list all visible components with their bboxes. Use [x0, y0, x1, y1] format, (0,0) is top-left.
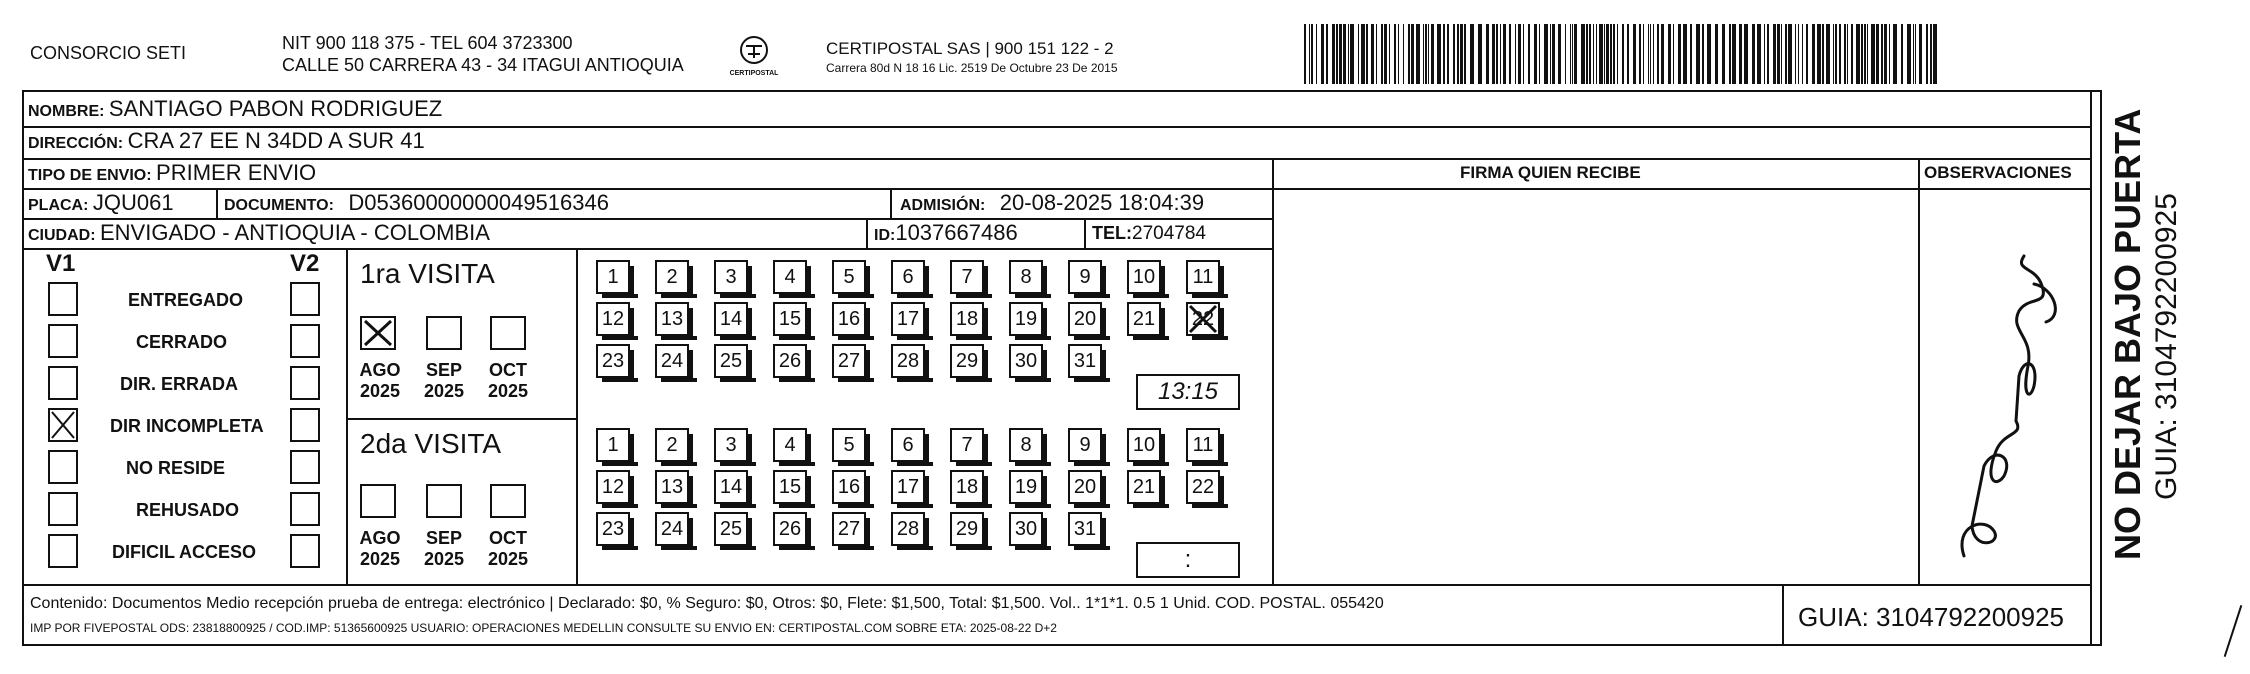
visit1-day-25[interactable]: 25 [714, 344, 748, 378]
nombre-label: NOMBRE: [28, 103, 105, 120]
v1-checkbox-dir-incompleta[interactable] [48, 408, 78, 442]
placa-label: PLACA: [28, 197, 89, 214]
placa-cell [28, 192, 174, 214]
nombre-value: SANTIAGO PABON RODRIGUEZ [108, 96, 443, 121]
admision-cell [900, 192, 1204, 214]
visit2-day-3[interactable]: 3 [714, 428, 748, 462]
visit2-day-10[interactable]: 10 [1127, 428, 1161, 462]
visit2-time-box[interactable]: : [1136, 542, 1240, 578]
visit2-day-5[interactable]: 5 [832, 428, 866, 462]
visit2-month-sep-checkbox[interactable] [426, 484, 462, 518]
v1-checkbox-dir-errada[interactable] [48, 366, 78, 400]
certipostal-line2: Carrera 80d N 18 16 Lic. 2519 De Octubre 23 De 2015 [826, 61, 1118, 75]
ciudad-label: CIUDAD: [28, 227, 96, 244]
documento-cell [224, 192, 609, 214]
v2-checkbox-dir-errada[interactable] [290, 366, 320, 400]
visit1-day-21[interactable]: 21 [1127, 302, 1161, 336]
tipo-label: TIPO DE ENVIO: [28, 167, 152, 184]
ciudad-cell [28, 222, 490, 244]
visit2-day-13[interactable]: 13 [655, 470, 689, 504]
visit2-month-oct: OCT 2025 [487, 528, 529, 569]
v2-checkbox-dificil-acceso[interactable] [290, 534, 320, 568]
direccion-row [28, 130, 425, 152]
visit1-day-29[interactable]: 29 [950, 344, 984, 378]
visit1-month-oct-checkbox[interactable] [490, 316, 526, 350]
footer-guia: GUIA: 3104792200925 [1798, 602, 2064, 632]
logo-text: CERTIPOSTAL [729, 70, 779, 77]
direccion-label: DIRECCIÓN: [28, 135, 124, 152]
visit2-day-15[interactable]: 15 [773, 470, 807, 504]
visit2-day-6[interactable]: 6 [891, 428, 925, 462]
visit2-day-9[interactable]: 9 [1068, 428, 1102, 462]
visit2-day-30[interactable]: 30 [1009, 512, 1043, 546]
direccion-value: CRA 27 EE N 34DD A SUR 41 [127, 128, 425, 153]
visit1-day-9[interactable]: 9 [1068, 260, 1102, 294]
visit2-day-12[interactable]: 12 [596, 470, 630, 504]
visit1-day-30[interactable]: 30 [1009, 344, 1043, 378]
tipo-value: PRIMER ENVIO [156, 160, 317, 185]
v1-checkbox-dificil-acceso[interactable] [48, 534, 78, 568]
visit2-day-14[interactable]: 14 [714, 470, 748, 504]
barcode [1304, 24, 1940, 84]
visit2-month-ago: AGO 2025 [359, 528, 401, 569]
visit2-day-27[interactable]: 27 [832, 512, 866, 546]
visit2-day-7[interactable]: 7 [950, 428, 984, 462]
visit2-day-22[interactable]: 22 [1186, 470, 1220, 504]
option-entregado: ENTREGADO [128, 290, 244, 310]
ciudad-value: ENVIGADO - ANTIOQUIA - COLOMBIA [100, 220, 490, 245]
footer-print-info: IMP POR FIVEPOSTAL ODS: 23818800925 / COD.IMP: 51365600925 USUARIO: OPERACIONES MEDELLIN CONSULTE SU ENVIO EN: CERTIPOSTAL.COM SOBRE ETA: 2025-08-22 D+2 [30, 621, 1057, 635]
visit1-day-20[interactable]: 20 [1068, 302, 1102, 336]
visit1-day-4[interactable]: 4 [773, 260, 807, 294]
v1-checkbox-no-reside[interactable] [48, 450, 78, 484]
visit1-month-oct: OCT 2025 [487, 360, 529, 401]
v2-checkbox-entregado[interactable] [290, 282, 320, 316]
id-label: ID: [874, 227, 896, 244]
visit2-day-11[interactable]: 11 [1186, 428, 1220, 462]
visit1-month-ago-checkbox[interactable] [360, 316, 396, 350]
visit2-month-ago-checkbox[interactable] [360, 484, 396, 518]
v1-checkbox-rehusado[interactable] [48, 492, 78, 526]
v2-checkbox-cerrado[interactable] [290, 324, 320, 358]
v1-checkbox-cerrado[interactable] [48, 324, 78, 358]
admision-label: ADMISIÓN: [900, 197, 986, 214]
tel-value: 2704784 [1132, 223, 1206, 244]
v2-checkbox-rehusado[interactable] [290, 492, 320, 526]
v1-header: V1 [46, 250, 76, 277]
visit1-day-8[interactable]: 8 [1009, 260, 1043, 294]
visit2-day-28[interactable]: 28 [891, 512, 925, 546]
visit1-day-27[interactable]: 27 [832, 344, 866, 378]
company-name: CONSORCIO SETI [30, 43, 187, 63]
nombre-row [28, 98, 442, 120]
visit1-day-26[interactable]: 26 [773, 344, 807, 378]
option-no-reside: NO RESIDE [126, 458, 226, 478]
visit2-month-sep: SEP 2025 [423, 528, 465, 569]
visit2-day-21[interactable]: 21 [1127, 470, 1161, 504]
nit-line2: CALLE 50 CARRERA 43 - 34 ITAGUI ANTIOQUIA [282, 55, 684, 75]
visit1-day-10[interactable]: 10 [1127, 260, 1161, 294]
option-dificil-acceso: DIFICIL ACCESO [112, 542, 257, 562]
visit2-day-17[interactable]: 17 [891, 470, 925, 504]
visit1-day-3[interactable]: 3 [714, 260, 748, 294]
visit2-day-25[interactable]: 25 [714, 512, 748, 546]
admision-value: 20-08-2025 18:04:39 [999, 190, 1205, 215]
documento-value: D05360000000049516346 [348, 190, 609, 215]
id-value: 1037667486 [895, 220, 1018, 245]
v2-header: V2 [290, 250, 320, 277]
option-dir-errada: DIR. ERRADA [120, 374, 239, 394]
visit1-day-13[interactable]: 13 [655, 302, 689, 336]
visit2-title: 2da VISITA [360, 428, 502, 459]
visit1-day-19[interactable]: 19 [1009, 302, 1043, 336]
visit1-month-sep-checkbox[interactable] [426, 316, 462, 350]
option-dir-incompleta: DIR INCOMPLETA [110, 416, 264, 436]
visit2-day-23[interactable]: 23 [596, 512, 630, 546]
visit2-day-4[interactable]: 4 [773, 428, 807, 462]
visit2-day-29[interactable]: 29 [950, 512, 984, 546]
visit1-day-12[interactable]: 12 [596, 302, 630, 336]
visit2-day-24[interactable]: 24 [655, 512, 689, 546]
visit2-month-oct-checkbox[interactable] [490, 484, 526, 518]
label-frame [22, 90, 2102, 646]
visit1-day-17[interactable]: 17 [891, 302, 925, 336]
visit1-day-11[interactable]: 11 [1186, 260, 1220, 294]
visit1-day-24[interactable]: 24 [655, 344, 689, 378]
visit2-day-19[interactable]: 19 [1009, 470, 1043, 504]
visit1-month-ago: AGO 2025 [359, 360, 401, 401]
nit-line1: NIT 900 118 375 - TEL 604 3723300 [282, 33, 573, 53]
firma-header: FIRMA QUIEN RECIBE [1460, 163, 1641, 182]
visit1-day-28[interactable]: 28 [891, 344, 925, 378]
visit2-day-1[interactable]: 1 [596, 428, 630, 462]
visit2-day-26[interactable]: 26 [773, 512, 807, 546]
visit1-day-2[interactable]: 2 [655, 260, 689, 294]
v2-checkbox-dir-incompleta[interactable] [290, 408, 320, 442]
certipostal-line1: CERTIPOSTAL SAS | 900 151 122 - 2 [826, 39, 1114, 58]
documento-label: DOCUMENTO: [224, 197, 334, 214]
visit1-day-22[interactable]: 22 [1186, 302, 1220, 336]
v2-checkbox-no-reside[interactable] [290, 450, 320, 484]
visit1-day-15[interactable]: 15 [773, 302, 807, 336]
visit2-day-16[interactable]: 16 [832, 470, 866, 504]
visit1-time-box[interactable]: 13:15 [1136, 374, 1240, 410]
visit1-title: 1ra VISITA [360, 258, 495, 289]
id-cell [874, 222, 1018, 244]
visit1-day-23[interactable]: 23 [596, 344, 630, 378]
visit1-day-16[interactable]: 16 [832, 302, 866, 336]
side-guia: GUIA: 3104792200925 [2150, 193, 2183, 500]
visit1-month-sep: SEP 2025 [423, 360, 465, 401]
visit2-day-8[interactable]: 8 [1009, 428, 1043, 462]
visit2-day-20[interactable]: 20 [1068, 470, 1102, 504]
visit1-day-18[interactable]: 18 [950, 302, 984, 336]
visit1-day-6[interactable]: 6 [891, 260, 925, 294]
v1-checkbox-entregado[interactable] [48, 282, 78, 316]
tel-label: TEL: [1092, 223, 1132, 243]
visit1-day-14[interactable]: 14 [714, 302, 748, 336]
visit2-day-31[interactable]: 31 [1068, 512, 1102, 546]
tipo-row [28, 162, 316, 184]
observaciones-header: OBSERVACIONES [1924, 163, 2072, 182]
visit1-day-31[interactable]: 31 [1068, 344, 1102, 378]
placa-value: JQU061 [92, 190, 174, 215]
visit1-day-7[interactable]: 7 [950, 260, 984, 294]
handwritten-signature [1924, 226, 2084, 576]
certipostal-logo [726, 32, 782, 84]
footer-content: Contenido: Documentos Medio recepción prueba de entrega: electrónico | Declarado: $0, % Seguro: $0, Otros: $0, Flete: $1,500, Total: $1,500. Vol.. 1*1*1. 0.5 1 Unid. COD. POSTAL. 055420 [30, 595, 1384, 612]
visit1-day-1[interactable]: 1 [596, 260, 630, 294]
option-cerrado: CERRADO [136, 332, 228, 352]
visit2-day-18[interactable]: 18 [950, 470, 984, 504]
tel-cell [1092, 224, 1206, 243]
visit1-day-5[interactable]: 5 [832, 260, 866, 294]
option-rehusado: REHUSADO [136, 500, 240, 520]
side-warning: NO DEJAR BAJO PUERTA [2107, 108, 2148, 560]
visit2-day-2[interactable]: 2 [655, 428, 689, 462]
